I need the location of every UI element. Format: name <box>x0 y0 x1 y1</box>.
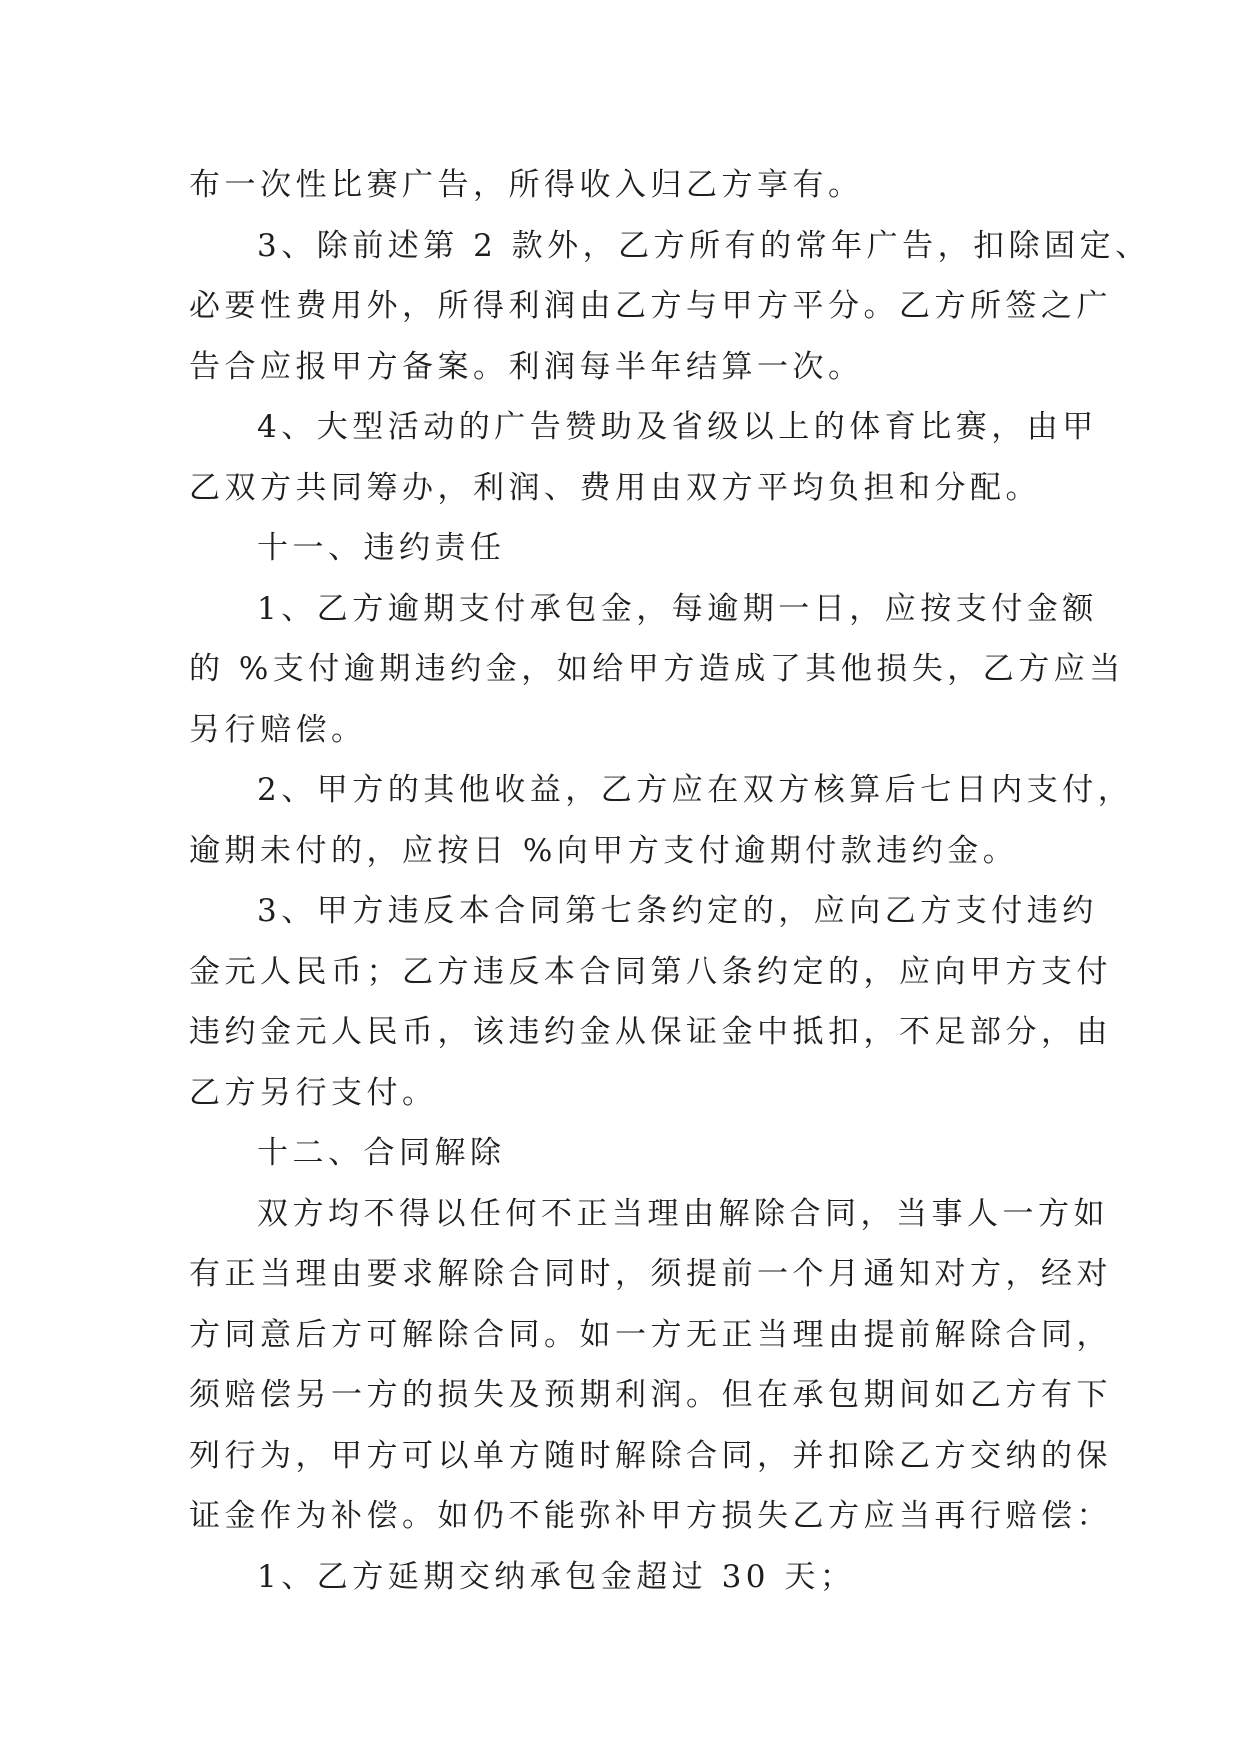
clause-4-line: 4、大型活动的广告赞助及省级以上的体育比赛，由甲 <box>257 409 1098 445</box>
text-line: 布一次性比赛广告，所得收入归乙方享有。 <box>189 167 864 203</box>
text-line: 须赔偿另一方的损失及预期利润。但在承包期间如乙方有下 <box>189 1377 1112 1413</box>
text-line: 金元人民币；乙方违反本合同第八条约定的，应向甲方支付 <box>189 953 1112 990</box>
text-line: 有正当理由要求解除合同时，须提前一个月通知对方，经对 <box>189 1256 1112 1292</box>
text-line: 必要性费用外，所得利润由乙方与甲方平分。乙方所签之广 <box>189 288 1112 324</box>
text-line: 列行为，甲方可以单方随时解除合同，并扣除乙方交纳的保 <box>189 1437 1112 1474</box>
clause-3-line: 3、甲方违反本合同第七条约定的，应向乙方支付违约 <box>257 893 1098 929</box>
section-heading-breach: 十一、违约责任 <box>257 530 506 566</box>
text-line: 另行赔偿。 <box>189 711 367 748</box>
clause-1-line: 1、乙方逾期支付承包金，每逾期一日，应按支付金额 <box>257 590 1098 627</box>
text-line: 乙双方共同筹办，利润、费用由双方平均负担和分配。 <box>189 469 1041 506</box>
text-line: 方同意后方可解除合同。如一方无正当理由提前解除合同， <box>189 1316 1112 1353</box>
text-line: 逾期未付的，应按日 %向甲方支付逾期付款违约金。 <box>189 832 1019 869</box>
text-line: 的 %支付逾期违约金，如给甲方造成了其他损失，乙方应当 <box>189 651 1125 687</box>
text-line: 告合应报甲方备案。利润每半年结算一次。 <box>189 348 864 385</box>
document-body <box>189 155 1151 1607</box>
text-line: 违约金元人民币，该违约金从保证金中抵扣，不足部分，由 <box>189 1014 1112 1050</box>
text-line: 乙方另行支付。 <box>189 1074 438 1111</box>
section-heading-termination: 十二、合同解除 <box>257 1135 506 1171</box>
paragraph-start-line: 双方均不得以任何不正当理由解除合同，当事人一方如 <box>257 1195 1109 1232</box>
text-line: 证金作为补偿。如仍不能弥补甲方损失乙方应当再行赔偿： <box>189 1498 1112 1534</box>
clause-1-line: 1、乙方延期交纳承包金超过 30 天； <box>257 1558 856 1595</box>
clause-3-line: 3、除前述第 2 款外，乙方所有的常年广告，扣除固定、 <box>257 227 1151 264</box>
clause-2-line: 2、甲方的其他收益，乙方应在双方核算后七日内支付， <box>257 772 1134 808</box>
